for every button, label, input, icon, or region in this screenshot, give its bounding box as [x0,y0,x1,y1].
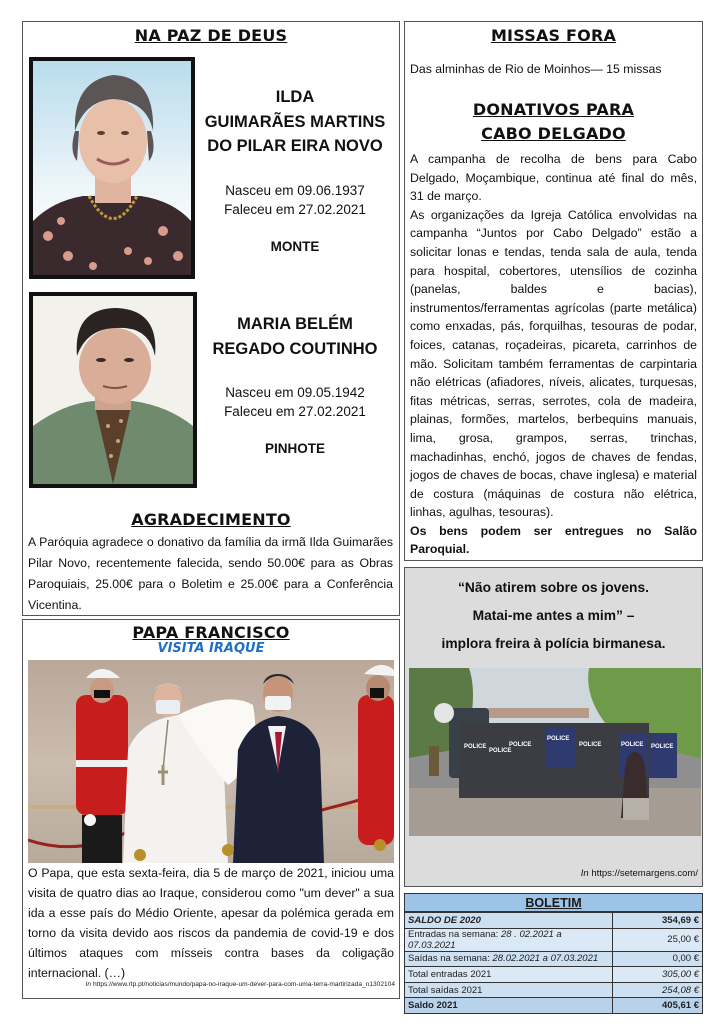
freira-source-link[interactable] [581,868,698,879]
row-label: SALDO DE 2020 [405,913,612,929]
papa-panel [22,619,400,999]
svg-text:POLICE: POLICE [509,742,532,748]
row-date-range: 28.02.2021 a 07.03.2021 [492,953,599,965]
donativos-paragraph: As organizações da Igreja Católica envolvidas na campanha “Juntos por Cabo Delgado” estão a solicitar lonas e tendas, tenda sala de aula, tenda para hospital, cobertores, utensílios de cozinha (panelas, baldes e bacias), instrumentos/ferramentas agrícolas (parte metálica) como enxadas, pás, forquilhas, tesouras de podar, foices, catanas, roçadeiras, picareta, carrinhos de mão. Solicitam também ferramentas de carpintaria não elétricas (afiadores, níveis, alicates, turquesas, fitas métricas, serras, serrotes, cola de madeira, plainas, formões, martelos, berbequins manuais, lima, grosa, grampos, serras, trinchas, machadinhas, enchó, jogos de chaves de fendas, jogos de chaves de bocas, chave inglesa) e material de costura (máquinas de costura não elétrica, linhas, agulhas, tesouras). [410,207,697,520]
source-prefix: In [85,981,91,988]
quote-line: “Não atirem sobre os jovens. [458,580,649,595]
portrait-photo-maria [29,292,197,488]
locality: PINHOTE [264,441,325,456]
boletim-title: BOLETIM [405,894,702,912]
obituary-entry [27,292,397,488]
birth-date: Nasceu em 09.06.1937 [225,182,365,198]
svg-text:POLICE: POLICE [651,744,674,750]
deceased-name-line: MARIA BELÉM [237,315,353,333]
donativos-delivery-note: Os bens podem ser entregues no Salão Paroquial. [410,523,697,557]
portrait-photo-ilda [29,57,195,279]
birth-date: Nasceu em 09.05.1942 [225,385,365,400]
source-url[interactable]: https://www.rtp.pt/noticias/mundo/papa-no-iraque-um-dever-para-com-uma-terra-martirizada_n1302104 [93,981,395,988]
svg-text:POLICE: POLICE [579,742,602,748]
table-row [405,967,702,983]
deceased-name-line: DO PILAR EIRA NOVO [207,137,383,155]
donativos-text [410,150,697,559]
row-value: 305,00 € [612,967,702,983]
quote-line: Matai-me antes a mim” – [472,608,635,623]
row-label [405,951,612,967]
row-label: Total entradas 2021 [405,967,612,983]
donativos-title-line: CABO DELGADO [481,124,626,143]
obituaries-panel [22,21,400,616]
row-label-text: Saídas na semana: [408,953,490,965]
boletim-table-panel [404,893,703,1014]
boletim-table [405,912,702,1013]
papa-title: PAPA FRANCISCO [132,623,290,642]
quote-line: implora freira à polícia birmanesa. [441,636,666,651]
source-url[interactable]: https://setemargens.com/ [591,868,698,879]
svg-text:POLICE: POLICE [547,736,570,742]
row-value: 405,61 € [612,998,702,1014]
papa-source-link[interactable] [86,981,396,988]
agradecimento-text: A Paróquia agradece o donativo da família da irmã Ilda Guimarães Pilar Novo, recentemente falecida, sendo 50.00€ para as Obras Paroquiais, 25.00€ para o Boletim e 25.00€ para a Conferência Vicentina. [28,535,393,612]
table-row [405,951,702,967]
death-date: Faleceu em 27.02.2021 [224,404,366,419]
obituaries-title: NA PAZ DE DEUS [134,26,288,45]
table-row [405,928,702,951]
freira-quote [405,574,702,658]
obituary-info [195,85,395,254]
locality: MONTE [270,238,320,254]
table-row [405,913,702,929]
row-value: 254,08 € [612,982,702,998]
papa-article-text: O Papa, que esta sexta-feira, dia 5 de março de 2021, iniciou uma visita de quatro dias ao Iraque, considerou como "um dever" a sua ida a esse país do Médio Oriente, apesar da polémica gerada em torno da visita devido aos riscos da pandemia de covid-19 e dos últimos ataques com mísseis contra bases da coligação internacional. (…) [28,866,394,980]
missas-title: MISSAS FORA [490,26,617,45]
pope-visit-photo [28,660,394,863]
nun-kneeling-photo [409,668,701,836]
row-date-range: 28 . 02.2021 a 07.03.2021 [408,928,562,951]
missas-text: Das alminhas de Rio de Moinhos— 15 missas [410,62,662,76]
row-label-text: Entradas na semana: [408,928,499,940]
deceased-name-line: ILDA [275,88,315,106]
obituary-entry [27,57,397,279]
source-prefix: In [580,868,589,879]
donativos-paragraph: A campanha de recolha de bens para Cabo Delgado, Moçambique, continua até final do mês, 31 de março. [410,152,697,204]
row-label [405,928,612,951]
row-label: Total saídas 2021 [405,982,612,998]
row-value: 25,00 € [612,928,702,951]
agradecimento-title: AGRADECIMENTO [131,510,291,529]
svg-text:POLICE: POLICE [621,742,644,748]
obituary-info [195,312,395,456]
svg-text:POLICE: POLICE [464,744,487,750]
donativos-title-line: DONATIVOS PARA [472,100,635,119]
deceased-name-line: REGADO COUTINHO [212,339,378,358]
svg-text:POLICE: POLICE [489,748,512,754]
death-date: Faleceu em 27.02.2021 [224,201,366,217]
row-label: Saldo 2021 [405,998,612,1014]
papa-subtitle: VISITA IRAQUE [157,641,265,656]
row-value: 354,69 € [612,913,702,929]
missas-panel [404,21,703,561]
donativos-title [405,98,702,146]
deceased-name-line: GUIMARÃES MARTINS [204,112,386,131]
freira-panel [404,567,703,887]
table-row [405,998,702,1014]
row-value: 0,00 € [612,951,702,967]
table-row [405,982,702,998]
